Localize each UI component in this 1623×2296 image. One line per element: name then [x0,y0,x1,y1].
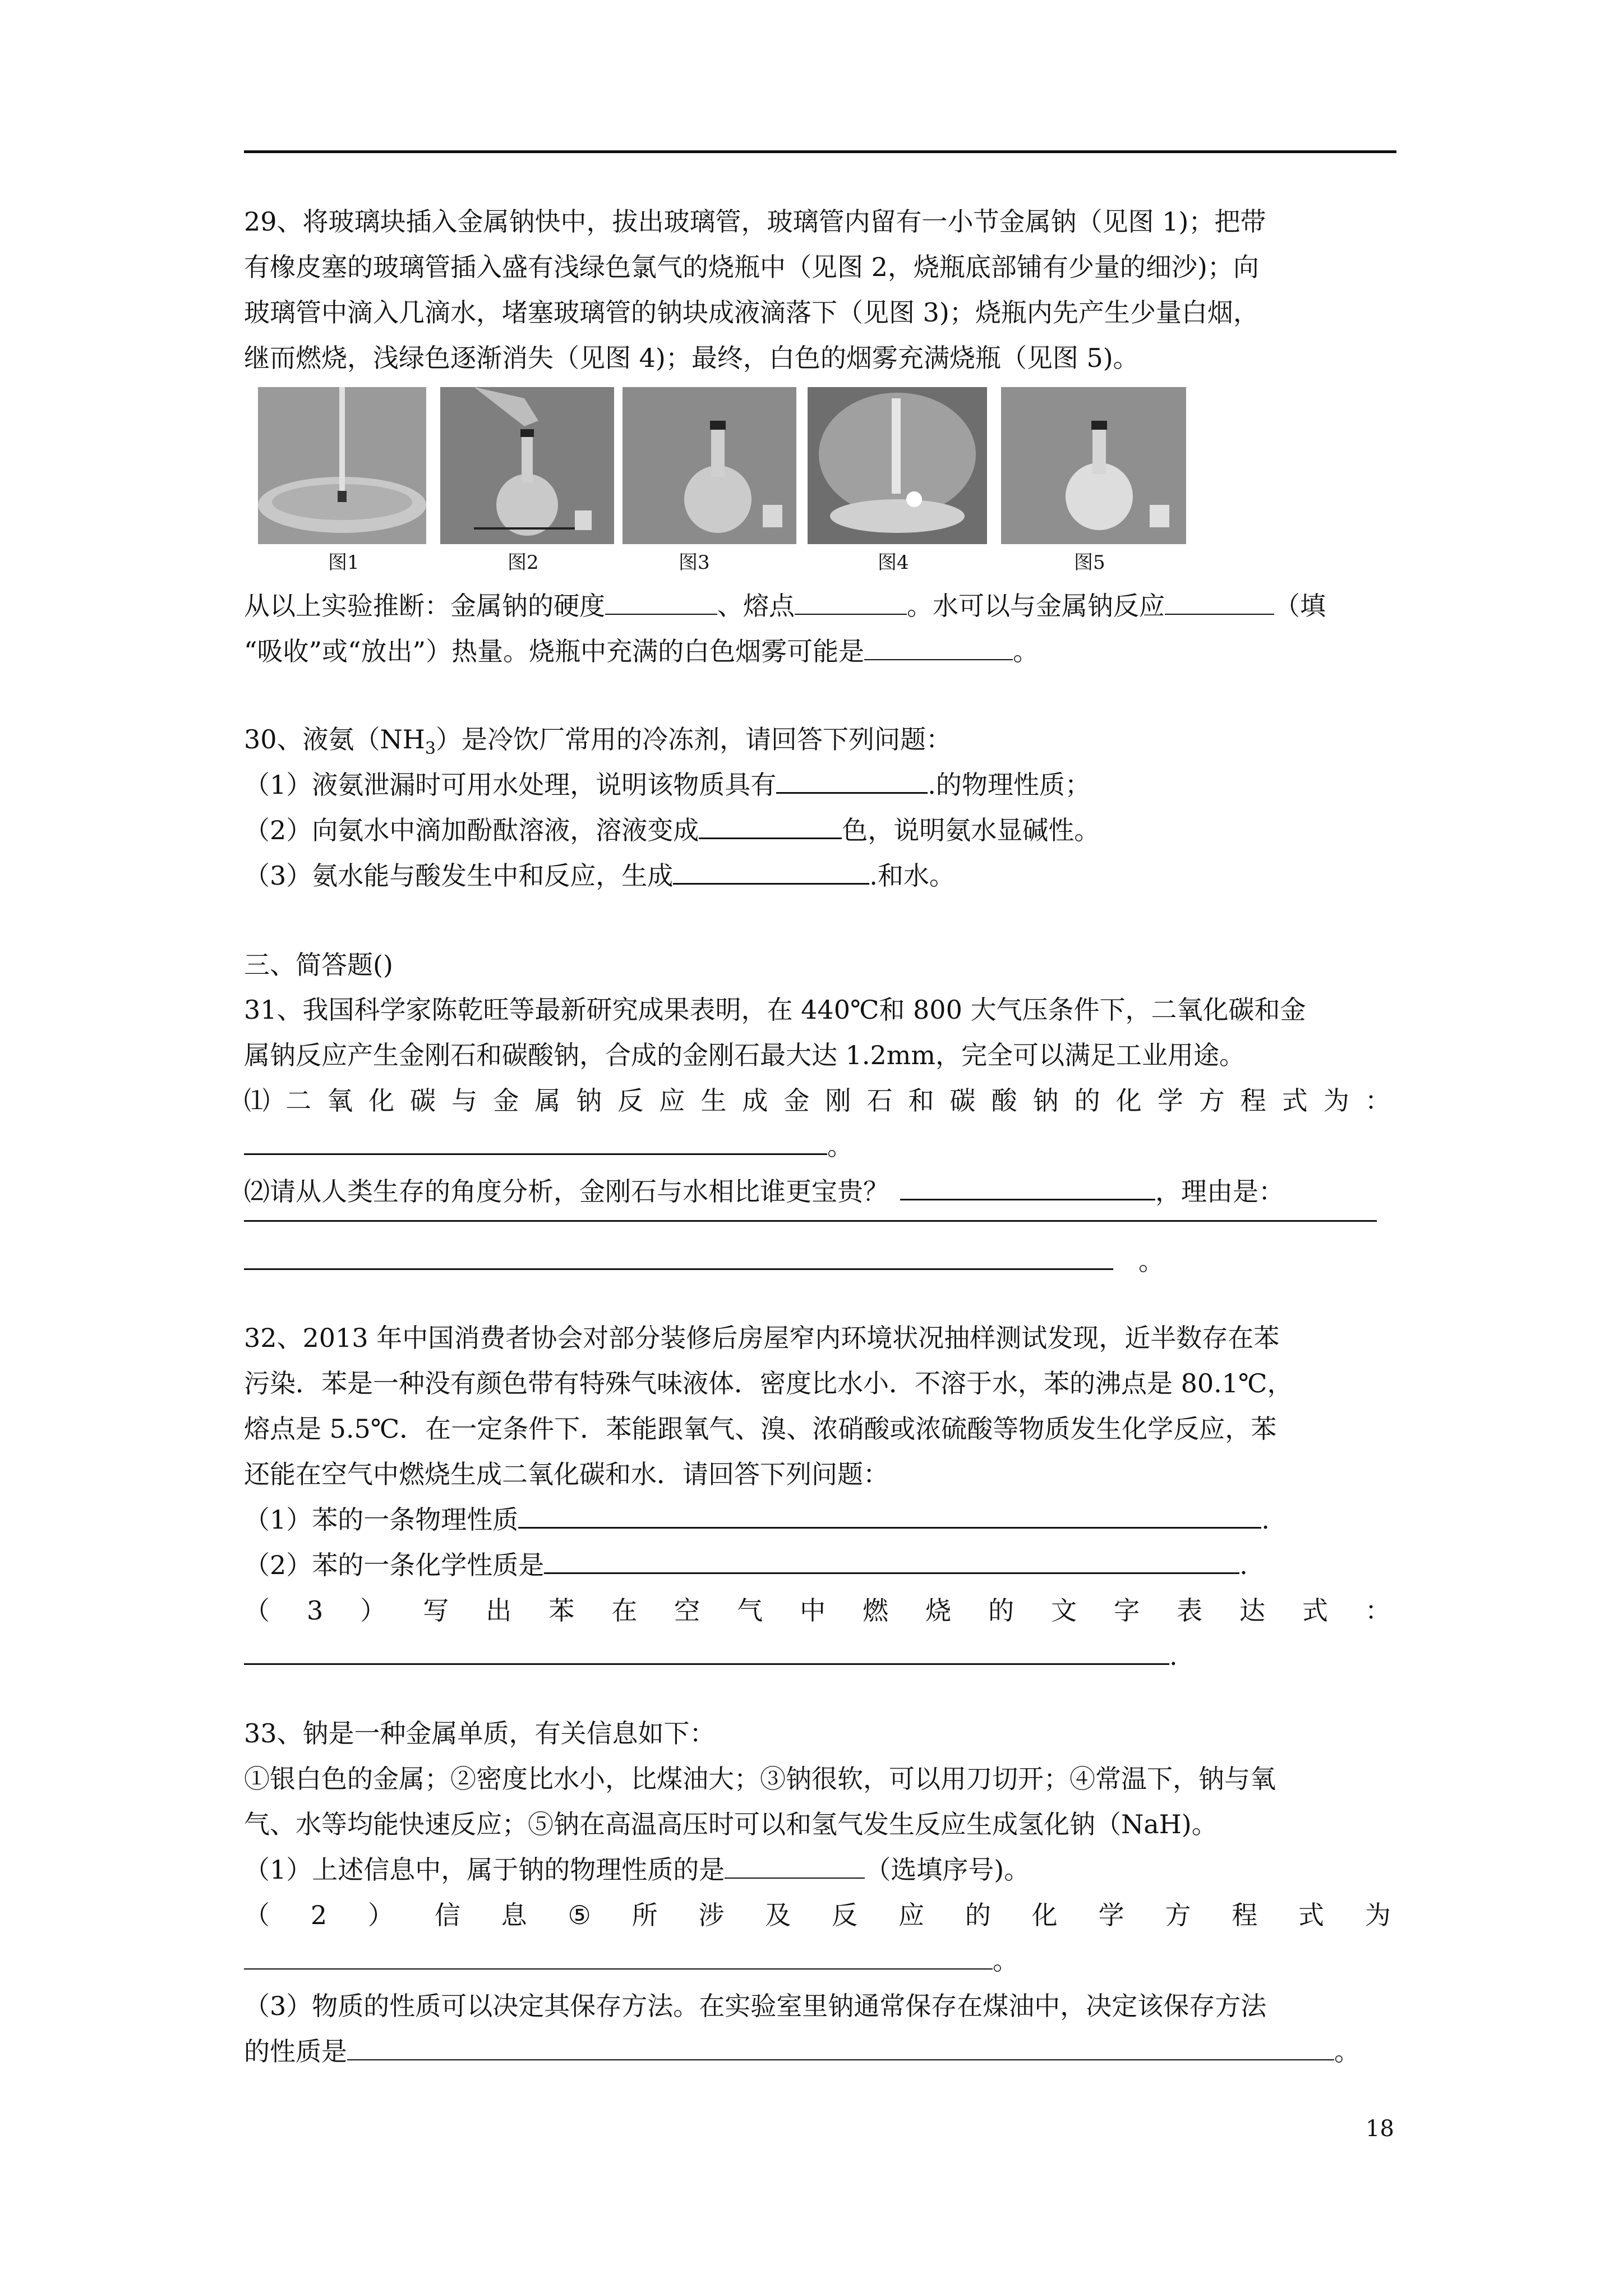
page-number: 18 [1366,2116,1394,2142]
figure-5-image [1001,387,1186,544]
q29-line: 继而燃烧，浅绿色逐渐消失（见图 4)；最终，白色的烟雾充满烧瓶（见图 5)。 [244,343,1139,373]
smoke-blank[interactable] [864,632,1013,660]
section-heading: 三、简答题() [244,950,393,980]
q33-char: 的 [965,1900,991,1930]
q32-expression-line [244,1634,1399,1679]
q30-blank-2[interactable] [699,811,842,839]
physical-property-choice-blank[interactable] [725,1851,865,1879]
q30-text: （1）液氨泄漏时可用水处理，说明该物质具有 [244,770,777,800]
q31-text: 。 [1138,1246,1164,1276]
figure-4-label: 图4 [878,551,909,574]
equation-blank[interactable] [244,1126,827,1155]
q29-text: 。水可以与金属钠反应 [907,591,1165,621]
q29-stem [244,199,1399,381]
q32-char: 表 [1177,1595,1203,1626]
q32-line: 还能在空气中燃烧生成二氧化碳和水．请回答下列问题： [244,1459,889,1489]
q31-char: 碳 [949,1085,976,1116]
q31-part-1 [244,1078,1391,1124]
q31-char: 刚 [825,1085,851,1116]
q32-char: ） [360,1595,386,1626]
melting-point-blank[interactable] [795,587,907,615]
q30-part-1 [244,762,1399,808]
q33-equation-line [244,1938,1399,1984]
q31-char: 学 [1157,1085,1183,1116]
q32-char: 空 [674,1595,700,1626]
q32-text: . [1239,1550,1248,1580]
q32-char: （ [244,1595,270,1626]
q30-text: .的物理性质； [928,770,1091,800]
q29-text: （填 [1274,591,1326,621]
header-rule [244,150,1396,153]
q32-stem [244,1315,1399,1497]
q33-char: 及 [765,1900,791,1930]
q32-text: . [1169,1641,1178,1671]
figure-1-image [258,387,426,544]
q31-char: 钠 [1032,1085,1059,1116]
q33-char: 2 [310,1900,328,1930]
q31-char: 化 [1115,1085,1142,1116]
q31-char: 和 [908,1085,934,1116]
q33-char: 程 [1232,1900,1258,1930]
q29-line: 29、将玻璃块插入金属钠快中，拔出玻璃管，玻璃管内留有一小节金属钠（见图 1)；把带 [244,206,1266,237]
q32-part-1 [244,1497,1399,1543]
q31-text: 。 [827,1131,853,1161]
figure-2-label: 图2 [508,551,539,574]
q33-char: ） [367,1900,394,1930]
q30-subscript: 3 [425,739,436,759]
q33-text: （1）上述信息中，属于钠的物理性质的是 [244,1855,725,1885]
q31-char: 方 [1198,1085,1225,1116]
q33-char: 信 [434,1900,460,1930]
q33-char: 应 [898,1900,924,1930]
figure-5-label: 图5 [1074,551,1105,574]
sodium-hydride-equation-blank[interactable] [244,1941,993,1970]
q33-text: 。 [993,1945,1018,1976]
q33-stem: 33、钠是一种金属单质，有关信息如下： [244,1718,716,1749]
q32-char: 达 [1239,1595,1266,1626]
q30-part-2 [244,808,1399,853]
q32-text: （2）苯的一条化学性质是 [244,1550,545,1580]
q29-text: 。 [1013,636,1039,666]
q32-part-3 [244,1588,1391,1634]
q29-text: 、熔点 [717,591,795,621]
q33-info-line: ①银白色的金属；②密度比水小，比煤油大；③钠很软，可以用刀切开；④常温下，钠与氧 [244,1764,1276,1794]
q30-text: 30、液氨（NH [244,724,425,754]
q30-part-3 [244,853,1399,899]
q31-char: 氧 [327,1085,353,1116]
q31-part-2 [244,1169,1399,1214]
q29-text: “吸收”或“放出”）热量。烧瓶中充满的白色烟雾可能是 [244,636,865,666]
q32-char: 出 [486,1595,512,1626]
q32-char: 中 [800,1595,826,1626]
q31-char: 为 [1323,1085,1349,1116]
figure-3-image [623,387,796,544]
compare-blank[interactable] [900,1172,1155,1200]
q30-text: .和水。 [869,861,955,891]
q29-text: 从以上实验推断：金属钠的硬度 [244,591,605,621]
q32-char: 式 [1302,1595,1329,1626]
q32-char: 文 [1051,1595,1077,1626]
q29-line: 玻璃管中滴入几滴水，堵塞玻璃管的钠块成液滴落下（见图 3)；烧瓶内先产生少量白烟， [244,297,1259,328]
q31-char: ： [1364,1085,1391,1116]
q32-char: 燃 [863,1595,889,1626]
q31-char: 金 [783,1085,810,1116]
q31-char: 式 [1281,1085,1308,1116]
q29-answer-line-1 [244,583,1399,629]
q33-char: （ [244,1900,270,1930]
q32-line: 熔点是 5.5℃．在一定条件下．苯能跟氧气、溴、浓硝酸或浓硫酸等物质发生化学反应，苯 [244,1414,1277,1444]
q31-char: 生 [700,1085,727,1116]
figure-3-label: 图3 [679,551,710,574]
physical-property-blank[interactable] [518,1500,1261,1529]
figure-4-image [808,387,987,544]
q33-char: 式 [1298,1900,1325,1930]
q33-text: 的性质是 [244,2036,347,2067]
reason-line-1[interactable] [244,1220,1377,1222]
q33-char: 化 [1031,1900,1058,1930]
q30-blank-1[interactable] [776,765,928,794]
q32-char: 3 [306,1595,324,1626]
q32-char: 气 [737,1595,763,1626]
q33-text: （选填序号)。 [865,1855,1030,1885]
reason-line-2[interactable] [244,1241,1113,1270]
q32-char: 苯 [548,1595,575,1626]
q31-reason-line-2 [244,1239,1399,1284]
q33-char: 反 [832,1900,858,1930]
q31-char: 成 [742,1085,768,1116]
q31-char: 酸 [991,1085,1017,1116]
q30-text: （2）向氨水中滴加酚酞溶液，溶液变成 [244,815,699,845]
q33-char: 为 [1364,1900,1391,1930]
q31-char: ⑴ [244,1085,270,1116]
q31-char: 二 [285,1085,312,1116]
q33-part-3-answer [244,2029,1399,2074]
word-equation-blank[interactable] [244,1636,1169,1665]
q33-char: 所 [631,1900,658,1930]
q33-part-2 [244,1893,1391,1938]
heat-blank[interactable] [1165,587,1274,615]
q31-equation-line [244,1124,1399,1169]
q33-char: 息 [501,1900,527,1930]
chemical-property-blank[interactable] [544,1545,1239,1574]
storage-property-blank[interactable] [347,2032,1334,2060]
q30-text: （3）氨水能与酸发生中和反应，生成 [244,861,674,891]
q32-text: . [1261,1504,1270,1535]
q31-char: 的 [1074,1085,1100,1116]
q33-part-1 [244,1847,1399,1893]
q31-line: 31、我国科学家陈乾旺等最新研究成果表明，在 440℃和 800 大气压条件下，二氧化碳和金 [244,995,1306,1025]
q31-char: 石 [866,1085,893,1116]
q31-char: 化 [368,1085,395,1116]
q32-char: 在 [611,1595,638,1626]
figure-1-label: 图1 [328,551,359,574]
q32-part-2 [244,1543,1399,1588]
q31-char: 与 [451,1085,478,1116]
q31-text: ⑵请从人类生存的角度分析，金刚石与水相比谁更宝贵？ [244,1176,889,1207]
q32-char: 烧 [925,1595,952,1626]
q31-char: 钠 [576,1085,602,1116]
q31-char: 金 [493,1085,519,1116]
q29-line: 有橡皮塞的玻璃管插入盛有浅绿色氯气的烧瓶中（见图 2，烧瓶底部铺有少量的细沙)；向 [244,252,1259,282]
q33-char: 涉 [698,1900,725,1930]
q32-line: 污染．苯是一种没有颜色带有特殊气味液体．密度比水小．不溶于水，苯的沸点是 80.1℃， [244,1368,1293,1398]
q33-text: 。 [1334,2036,1360,2067]
q30-blank-3[interactable] [673,856,869,885]
q31-line: 属钠反应产生金刚石和碳酸钠，合成的金刚石最大达 1.2mm，完全可以满足工业用途。 [244,1040,1246,1070]
q29-answer-line-2 [244,629,1399,674]
q33-char: 方 [1165,1900,1191,1930]
figure-2-image [440,387,614,544]
q31-char: 程 [1240,1085,1266,1116]
q31-char: 反 [617,1085,644,1116]
q33-info-line: 气、水等均能快速反应；⑤钠在高温高压时可以和氢气发生反应生成氢化钠（NaH)。 [244,1809,1218,1839]
q31-char: 碳 [410,1085,436,1116]
q30-text: ）是冷饮厂常用的冷冻剂，请回答下列问题： [436,724,952,754]
q32-char: ： [1365,1595,1391,1626]
q33-char: 学 [1098,1900,1124,1930]
q31-char: 属 [534,1085,561,1116]
q33-char: ⑤ [568,1900,591,1930]
q32-char: 字 [1114,1595,1140,1626]
q32-char: 的 [988,1595,1015,1626]
q32-text: （1）苯的一条物理性质 [244,1504,519,1535]
q32-line: 32、2013 年中国消费者协会对部分装修后房屋窄内环境状况抽样测试发现，近半数存在苯 [244,1323,1280,1353]
q31-char: 应 [659,1085,685,1116]
q31-stem [244,987,1399,1078]
q33-part-3: （3）物质的性质可以决定其保存方法。在实验室里钠通常保存在煤油中，决定该保存方法 [244,1991,1267,2021]
hardness-blank[interactable] [605,587,717,615]
q30-text: 色，说明氨水显碱性。 [842,815,1100,845]
q32-char: 写 [423,1595,449,1626]
q33-info [244,1756,1399,1847]
q31-text: ，理由是： [1155,1176,1284,1207]
